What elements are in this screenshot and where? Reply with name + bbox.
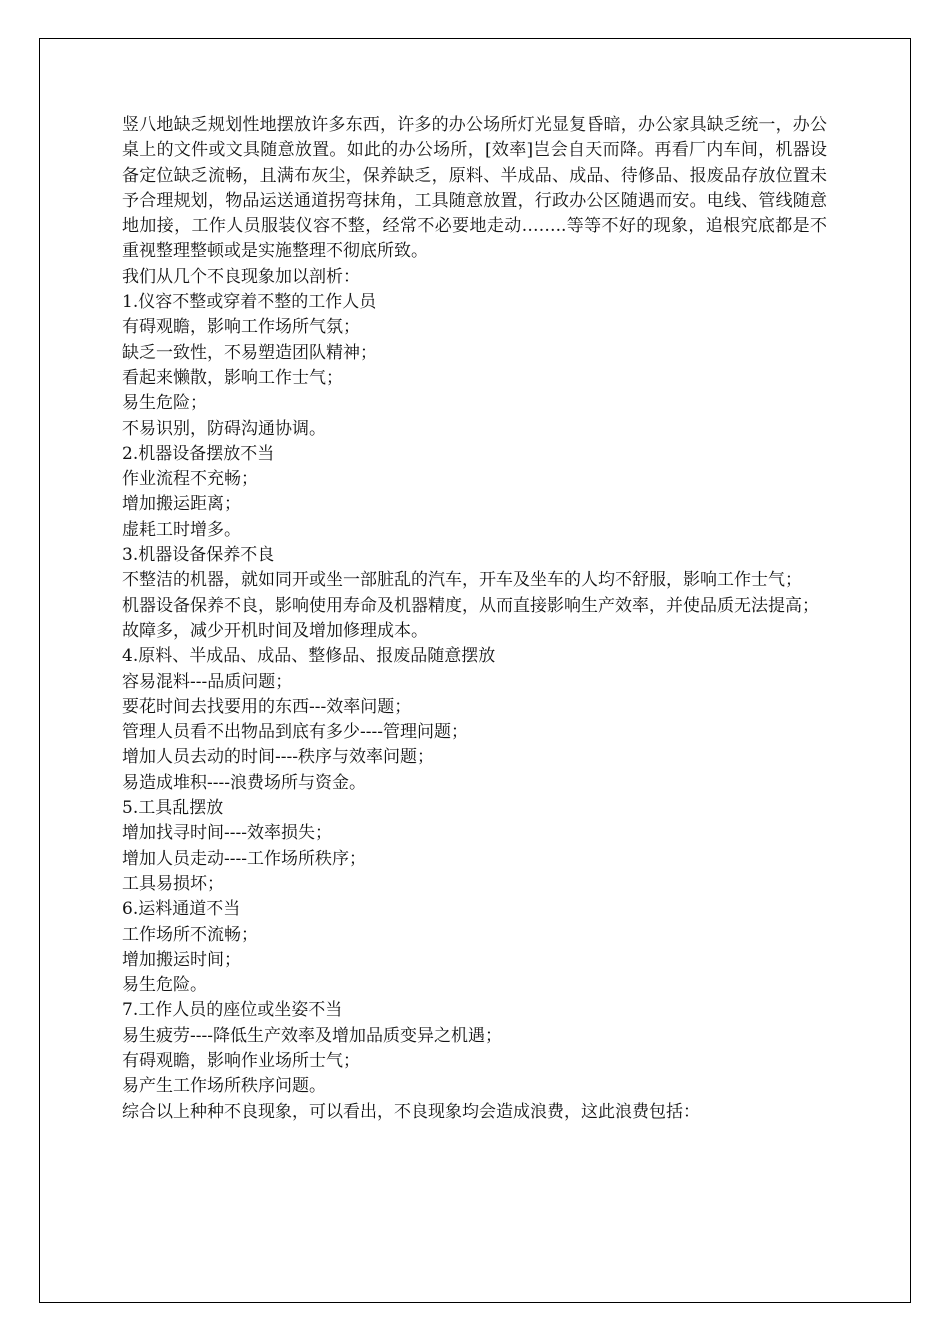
text-line: 机器设备保养不良，影响使用寿命及机器精度，从而直接影响生产效率，并使品质无法提高； (122, 595, 819, 616)
text-line: 易生危险。 (122, 975, 207, 996)
section-heading: 1.仪容不整或穿着不整的工作人员 (122, 292, 377, 313)
text-line: 我们从几个不良现象加以剖析： (122, 266, 360, 287)
text-line: 不易识别，防碍沟通协调。 (122, 418, 326, 439)
section-heading: 4.原料、半成品、成品、整修品、报废品随意摆放 (122, 646, 496, 667)
section-heading: 2.机器设备摆放不当 (122, 443, 275, 464)
text-line: 虚耗工时增多。 (122, 519, 241, 540)
text-line: 易生疲劳----降低生产效率及增加品质变异之机遇； (122, 1025, 502, 1046)
text-line: 增加人员去动的时间----秩序与效率问题； (122, 747, 434, 768)
text-line: 要花时间去找要用的东西---效率问题； (122, 696, 412, 717)
text-line: 工具易损坏； (122, 873, 224, 894)
text-line: 看起来懒散，影响工作士气； (122, 367, 343, 388)
text-line: 故障多，减少开机时间及增加修理成本。 (122, 620, 428, 641)
text-line: 增加搬运距离； (122, 494, 241, 515)
text-line: 增加人员走动----工作场所秩序； (122, 848, 366, 869)
text-line: 容易混料---品质问题； (122, 671, 293, 692)
text-line: 增加找寻时间----效率损失； (122, 823, 332, 844)
text-line: 有碍观瞻，影响作业场所士气； (122, 1050, 360, 1071)
text-line: 易产生工作场所秩序问题。 (122, 1076, 326, 1097)
section-heading: 3.机器设备保养不良 (122, 545, 275, 566)
text-line: 管理人员看不出物品到底有多少----管理问题； (122, 722, 468, 743)
summary-line: 综合以上种种不良现象，可以看出，不良现象均会造成浪费，这此浪费包括： (122, 1101, 700, 1122)
document-body (122, 113, 827, 1125)
text-line: 缺乏一致性，不易塑造团队精神； (122, 342, 377, 363)
text-line: 有碍观瞻，影响工作场所气氛； (122, 317, 360, 338)
text-line: 不整洁的机器，就如同开或坐一部脏乱的汽车，开车及坐车的人均不舒服，影响工作士气； (122, 570, 802, 591)
text-line: 工作场所不流畅； (122, 924, 258, 945)
text-line: 作业流程不充畅； (122, 469, 258, 490)
section-heading: 5.工具乱摆放 (122, 798, 224, 819)
text-line: 易造成堆积----浪费场所与资金。 (122, 772, 366, 793)
intro-paragraph: 竖八地缺乏规划性地摆放许多东西，许多的办公场所灯光显复昏暗，办公家具缺乏统一，办公桌上的文件或文具随意放置。如此的办公场所，[效率]岂会自天而降。再看厂内车间，机器设备定位缺乏流畅，且满布灰尘，保养缺乏，原料、半成品、成品、待修品、报废品存放位置未予合理规划，物品运送通道拐弯抹角，工具随意放置，行政办公区随遇而安。电线、管线随意地加接，工作人员服装仪容不整，经常不必要地走动……..等等不好的现象，追根究底都是不重视整理整顿或是实施整理不彻底所致。 (122, 115, 827, 262)
section-heading: 7.工作人员的座位或坐姿不当 (122, 1000, 343, 1021)
section-heading: 6.运料通道不当 (122, 899, 241, 920)
text-line: 易生危险； (122, 393, 207, 414)
text-line: 增加搬运时间； (122, 949, 241, 970)
